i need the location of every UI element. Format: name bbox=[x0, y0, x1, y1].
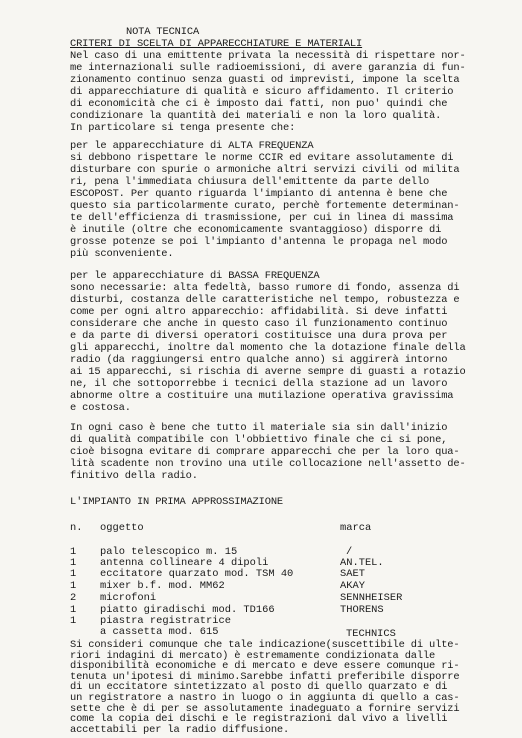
low-freq-heading: per le apparecchiature di BASSA FREQUENZA bbox=[70, 270, 320, 282]
table-cell-item: microfoni bbox=[100, 592, 157, 604]
text-line: come la copia dei dischi e le registrazioni dal vivo a livelli bbox=[70, 713, 448, 726]
table-cell-brand: AKAY bbox=[340, 580, 365, 592]
text-line: ESCOPOST. Per quanto riguarda l'impianto di antenna è bene che bbox=[70, 188, 448, 200]
table-cell-item: antenna collineare 4 dipoli bbox=[100, 557, 269, 569]
table-header-brand: marca bbox=[340, 522, 372, 534]
text-line: sono necessarie: alta fedeltà, basso rumore di fondo, assenza di bbox=[70, 282, 460, 294]
text-line: di un eccitatore sintetizzato al posto di quello quarzato e di bbox=[70, 681, 448, 694]
table-header-item: oggetto bbox=[100, 522, 144, 534]
text-line: più sconveniente. bbox=[70, 248, 174, 260]
table-cell-n: 1 bbox=[70, 615, 77, 627]
note-title: NOTA TECNICA bbox=[126, 26, 200, 38]
table-cell-item: mixer b.f. mod. MM62 bbox=[100, 580, 225, 592]
text-line: e costosa. bbox=[70, 402, 131, 414]
table-cell-brand: SAET bbox=[340, 568, 365, 580]
text-line: riori indagini di mercato) è estremamente condizionata dalle bbox=[70, 649, 436, 662]
text-line: di qualità compatibile con l'obbiettivo finale che ci si pone, bbox=[70, 434, 448, 446]
text-line: abnorme oltre a costituire una mutilazione operativa gravissima bbox=[70, 390, 454, 402]
table-cell-n: 1 bbox=[70, 568, 77, 580]
text-line: e da parte di diversi operatori costituisce una dura prova per bbox=[70, 330, 448, 342]
text-line: finitivo della radio. bbox=[70, 470, 198, 482]
text-line: cioè bisogna evitare di comprare apparecchi che per la loro qua- bbox=[70, 446, 460, 458]
text-line: Si consideri comunque che tale indicazione(suscettibile di ulte- bbox=[70, 639, 460, 651]
table-cell-n: 1 bbox=[70, 580, 77, 592]
text-line: Nel caso di una emittente privata la necessità di rispettare nor- bbox=[70, 50, 466, 62]
plant-heading: L'IMPIANTO IN PRIMA APPROSSIMAZIONE bbox=[70, 496, 283, 508]
text-line: tenuta un'ipotesi di minimo.Sarebbe infatti preferibile disporre bbox=[70, 670, 460, 683]
text-line: grosse potenze se poi l'impianto d'antenna le propaga nel modo bbox=[70, 236, 448, 248]
table-cell-brand: AN.TEL. bbox=[340, 557, 384, 569]
text-line: di apparecchiature di qualità e sicuro affidamento. Il criterio bbox=[70, 86, 454, 98]
table-cell-item: eccitatore quarzato mod. TSM 40 bbox=[100, 568, 294, 580]
table-cell-item: palo telescopico m. 15 bbox=[100, 546, 238, 558]
text-line: condizionare la quantità dei materiali e non la loro qualità. bbox=[70, 110, 442, 122]
text-line: questo sia particolarmente curato, perchè fortemente determinan- bbox=[70, 200, 460, 212]
text-line: disturbi, costanza delle caratteristiche nel tempo, robustezza e bbox=[70, 294, 460, 306]
text-line: In particolare si tenga presente che: bbox=[70, 122, 296, 134]
table-cell-item: piastra registratrice bbox=[100, 615, 231, 627]
text-line: In ogni caso è bene che tutto il materiale sia sin dall'inizio bbox=[70, 422, 448, 434]
text-line: sette che è di per se assolutamente inadeguato a fornire servizi bbox=[70, 702, 460, 715]
text-line: disturbare con spurie o armoniche altri servizi civili od milita bbox=[70, 164, 460, 176]
table-cell-brand: SENNHEISER bbox=[340, 592, 403, 604]
text-line: ne, il che sottoporrebbe i tecnici della stazione ad un lavoro bbox=[70, 378, 448, 390]
text-line: gli apparecchi, inoltre dal momento che la dotazione finale della bbox=[70, 342, 466, 354]
text-line: zionamento continuo senza guasti od imprevisti, impone la scelta bbox=[70, 74, 460, 86]
high-freq-heading: per le apparecchiature di ALTA FREQUENZA bbox=[70, 140, 314, 152]
table-cell-brand: / bbox=[346, 546, 353, 558]
criteria-heading: CRITERI DI SCELTA DI APPARECCHIATURE E MATERIALI bbox=[70, 38, 363, 50]
table-cell-item: a cassetta mod. 615 bbox=[100, 626, 219, 638]
table-cell-n: 1 bbox=[70, 557, 77, 569]
text-line: è inutile (oltre che economicamente svantaggioso) disporre di bbox=[70, 224, 442, 236]
text-line: lità scadente non trovino una utile collocazione nell'assetto de- bbox=[70, 458, 466, 470]
table-cell-item: piatto giradischi mod. TD166 bbox=[100, 604, 275, 616]
table-cell-brand: TECHNICS bbox=[346, 628, 396, 640]
text-line: ai 15 apparecchi, si rischia di averne sempre di guasti a rotazio bbox=[70, 366, 466, 378]
table-header-n: n. bbox=[70, 522, 83, 534]
table-cell-n: 1 bbox=[70, 604, 77, 616]
text-line: me internazionali sulle radioemissioni, di avere garanzia di fun- bbox=[70, 62, 466, 74]
table-cell-brand: THORENS bbox=[340, 604, 384, 616]
text-line: come per ogni altro apparecchio: affidabilità. Si deve infatti bbox=[70, 306, 448, 318]
text-line: considerare che anche in questo caso il funzionamento continuo bbox=[70, 318, 448, 330]
text-line: accettabili per la radio diffusione. bbox=[70, 723, 290, 736]
text-line: ri, pena l'immediata chiusura dell'emittente da parte dello bbox=[70, 176, 430, 188]
text-line: disponibilità economiche e di mercato e deve essere comunque ri- bbox=[70, 660, 460, 673]
table-cell-n: 1 bbox=[70, 546, 77, 558]
table-cell-n: 2 bbox=[70, 592, 77, 604]
text-line: un registratore a nastro in luogo o in aggiunta di quello a cas- bbox=[70, 692, 460, 704]
text-line: si debbono rispettare le norme CCIR ed evitare assolutamente di bbox=[70, 152, 454, 164]
text-line: te dell'efficienza di trasmissione, per cui in linea di massima bbox=[70, 212, 454, 224]
text-line: radio (da raggiungersi entro qualche anno) si aggirerà intorno bbox=[70, 354, 448, 366]
text-line: di economicità che ci è imposto dai fatti, non puo' quindi che bbox=[70, 98, 448, 110]
